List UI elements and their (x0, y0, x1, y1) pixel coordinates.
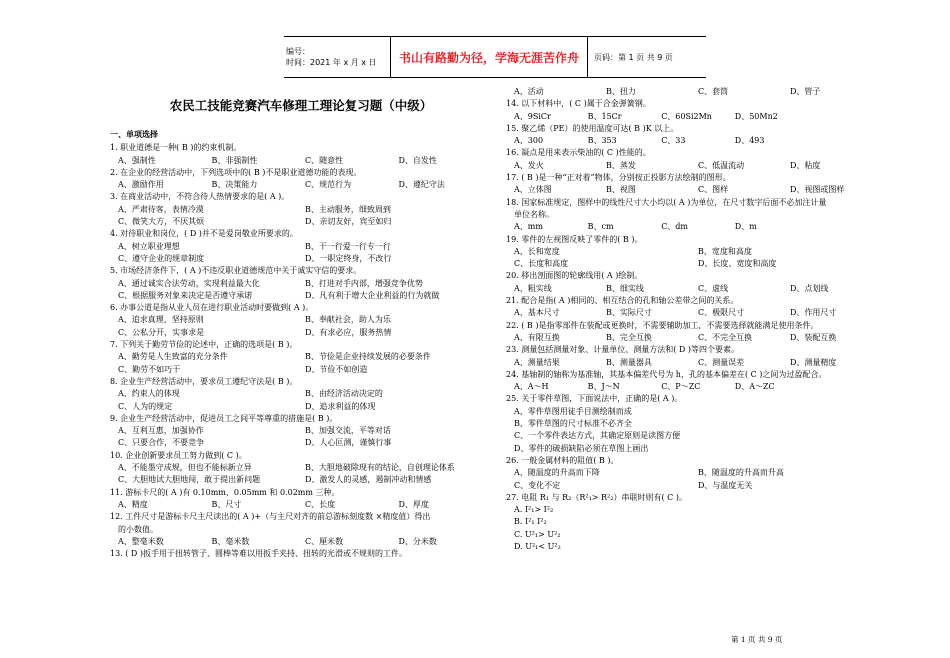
option-row (110, 253, 492, 265)
question-text: 12. 工件尺寸是游标卡尺主尺读出的( A )+（与主尺对齐的前总游标刻度数 ×精度值）得出 (110, 512, 431, 522)
question-text: 9. 企业生产经营活动中，促进员工之间平等尊重的措施是( B )。 (110, 413, 338, 423)
question-text: 6. 办事公道是指从业人员在进行职业活动时要做到( A )。 (110, 303, 314, 313)
option-row (506, 135, 882, 147)
answer-option: B、大胆地破除现有的结论，自创理论体系 (305, 463, 455, 473)
answer-option: B、扭力 (606, 87, 636, 96)
option-row (506, 184, 882, 196)
answer-option: A、勤劳是人生致富的充分条件 (118, 352, 228, 362)
question-text: 27. 电阻 R₁ 与 R₂（R²₁> R²₂）串联时则有( C )。 (506, 492, 687, 502)
answer-option: B、零件草图的尺寸标准不必齐全 (514, 419, 632, 429)
answer-option: B、完全互换 (606, 332, 652, 342)
serial-label: 编号： (286, 47, 310, 56)
answer-option: D、人心叵测，谨慎行事 (305, 438, 392, 448)
answer-option: C、大胆地试大胆地闯，敢于提出新问题 (118, 475, 261, 485)
question-item (110, 265, 492, 302)
question-text: 3. 在商业活动中，不符合待人热情要求的是( A )。 (110, 192, 290, 202)
answer-option: D、一职定终身，不改行 (305, 253, 392, 263)
left-column (110, 98, 492, 560)
answer-option: A、互利互惠，加强协作 (118, 426, 204, 436)
document-title: 农民工技能竞赛汽车修理工理论复习题（中级） (169, 98, 433, 113)
option-row (506, 332, 882, 344)
option-row (110, 314, 492, 326)
right-column (506, 86, 882, 553)
question-text: 1. 职业道德是一种( B )的约束机制。 (110, 143, 242, 153)
answer-option: B、决策能力 (211, 180, 258, 190)
question-item (110, 548, 492, 560)
option-row (110, 462, 492, 474)
question-item (110, 191, 492, 228)
question-text: 14. 以下材料中，( C )属于合金弹簧钢。 (506, 99, 651, 109)
answer-option: B、15Cr (587, 111, 622, 121)
answer-option: D、追求利益的体现 (305, 401, 376, 411)
answer-option: B、cm (587, 222, 614, 232)
time-label: 时间：2021 年 x 月 x 日 (286, 58, 377, 67)
answer-option: A、不能墨守成规，但也不能标新立异 (118, 463, 252, 473)
option-row (506, 480, 882, 492)
option-row (506, 381, 882, 393)
answer-option: C、虚线 (698, 283, 729, 293)
answer-option: B、由经济活动决定的 (305, 389, 383, 399)
question-text: 11. 游标卡尺的( A )有 0.10mm、0.05mm 和 0.02mm 三种。 (110, 487, 340, 497)
answer-option: B、尺寸 (211, 499, 242, 509)
answer-option: B、非强制性 (211, 155, 258, 165)
answer-option: C、变化不定 (514, 480, 561, 490)
answer-option: D、节俭不如创造 (305, 364, 368, 374)
option-row (506, 111, 882, 123)
answer-option: A、精度 (118, 499, 148, 509)
question-item (110, 487, 492, 512)
answer-option: D、分米数 (398, 536, 437, 546)
answer-option: D、m (734, 222, 757, 232)
header-meta (284, 46, 390, 68)
option-row (110, 155, 492, 167)
option-row (506, 258, 882, 270)
answer-option: C、不完全互换 (698, 332, 753, 342)
answer-option: B、测量器具 (606, 357, 652, 367)
question-text: 17. ( B )是一种“正对着”物体，分别按正投影方法绘制的图形。 (506, 173, 731, 183)
answer-option: A、测量结果 (514, 357, 560, 367)
answer-option: D、点划线 (790, 283, 829, 293)
answer-option: C、长度和高度 (514, 259, 569, 269)
question-text: 22. ( B )是指零部件在装配或更换时，不需要辅助加工，不需要选择就能满足使用条件。 (506, 320, 819, 330)
answer-option: D、激发人的灵感，遏制冲动和情感 (305, 475, 432, 485)
answer-option: C、套筒 (698, 87, 729, 96)
question-item (110, 413, 492, 450)
option-row (506, 160, 882, 172)
answer-option: B、蒸发 (606, 160, 636, 170)
option-row (506, 357, 882, 369)
answer-option: C、dm (661, 222, 689, 232)
question-text: 2. 在企业的经营活动中，下列选项中的( B )不是职业道德功能的表现。 (110, 167, 362, 177)
question-item (110, 376, 492, 413)
question-item (506, 295, 882, 320)
question-text: 23. 测量包括测量对象、计量单位、测量方法和( D )等四个要素。 (506, 345, 740, 355)
question-text: 20. 移出剖面图的轮廓线用( A )绘制。 (506, 271, 643, 281)
question-item (110, 167, 492, 192)
answer-option: B、主动服务，细致周到 (305, 204, 391, 214)
answer-option: C、33 (661, 136, 686, 146)
question-continuation: 的小数值。 (118, 524, 158, 534)
option-row (110, 401, 492, 413)
answer-option: A、树立职业理想 (118, 241, 180, 251)
answer-option: D、50Mn2 (734, 111, 778, 121)
question-continuation: 单位名称。 (514, 209, 554, 219)
question-item (110, 302, 492, 339)
option-row (110, 425, 492, 437)
question-text: 24. 基轴制的轴称为基准轴，其基本偏差代号为 h，孔的基本偏差在( C )之间为过盈配合。 (506, 369, 827, 379)
answer-option: C、根据服务对象来决定是否遵守承诺 (118, 290, 253, 300)
answer-option: B、视图 (606, 185, 636, 195)
option-row (110, 437, 492, 449)
answer-option: D、作用尺寸 (790, 308, 837, 318)
answer-option: A、追求真理，坚持原则 (118, 315, 204, 325)
answer-option: D、粘度 (790, 160, 821, 170)
answer-option: D、长度、宽度和高度 (698, 259, 777, 269)
question-text: 10. 企业创新要求员工努力做到( C )。 (110, 450, 247, 460)
question-text: 25. 关于零件草图，下面说法中，正确的是( A )。 (506, 394, 683, 404)
answer-option: C、图样 (698, 185, 729, 195)
answer-option: A、约束人的体现 (118, 389, 180, 399)
option-row (506, 467, 882, 479)
answer-option: B、实际尺寸 (606, 308, 652, 318)
option-row (110, 278, 492, 290)
answer-option: C、规范行为 (305, 180, 352, 190)
answer-option: D、493 (734, 136, 765, 146)
answer-option: A、9SiCr (514, 111, 551, 121)
question-item (506, 320, 882, 345)
question-item (506, 197, 882, 234)
question-text: 21. 配合是指( A )相同的、相互结合的孔和轴公差带之间的关系。 (506, 296, 739, 306)
option-row (110, 179, 492, 191)
answer-option: A、A～H (514, 382, 549, 392)
answer-option: C、一个零件表达方式，其确定原则是读图方便 (514, 431, 681, 441)
answer-option: C、测量误差 (698, 357, 745, 367)
answer-option: B、奉献社会，助人为乐 (305, 315, 391, 325)
answer-option: A、立体图 (514, 185, 552, 195)
answer-option: D、厚度 (398, 499, 429, 509)
question-item (506, 344, 882, 369)
question-text: 7. 下列关于勤劳节俭的论述中，正确的选项是( B )。 (110, 340, 298, 350)
answer-option: A、300 (514, 136, 544, 146)
question-item (110, 142, 492, 167)
answer-option: D、管子 (790, 87, 821, 96)
page-header (284, 36, 706, 78)
question-item (506, 98, 882, 123)
answer-option: C、微笑大方，不厌其烦 (118, 217, 205, 227)
answer-option: D. U²₁< U²₂ (514, 541, 561, 551)
answer-option: A、mm (514, 222, 543, 232)
answer-option: A. I²₁> I²₂ (514, 505, 554, 515)
answer-option: A、有限互换 (514, 332, 560, 342)
answer-option: B、毫米数 (211, 536, 250, 546)
question-item (506, 86, 882, 98)
option-row (110, 204, 492, 216)
answer-option: C、P～ZC (661, 382, 701, 392)
answer-option: B、宽度和高度 (698, 246, 752, 256)
answer-option: D、视图或图样 (790, 185, 845, 195)
answer-option: B、J～N (587, 382, 620, 392)
option-row (110, 388, 492, 400)
header-page-label: 页码：第 1 页 共 9 页 (594, 52, 673, 62)
option-row (110, 216, 492, 228)
answer-option: B、随温度的升高而升高 (698, 468, 784, 478)
option-row (110, 499, 492, 511)
answer-option: C、极限尺寸 (698, 308, 745, 318)
answer-option: A、粗实线 (514, 283, 552, 293)
question-text: 5. 市场经济条件下，( A )不违反职业道德规范中关于诚实守信的要求。 (110, 266, 362, 276)
option-row (506, 246, 882, 258)
answer-option: D、测量精度 (790, 357, 837, 367)
option-row (506, 86, 882, 98)
answer-option: C、长度 (305, 499, 336, 509)
answer-option: A、整毫米数 (118, 536, 164, 546)
option-row (506, 307, 882, 319)
question-item (110, 511, 492, 548)
header-motto: 书山有路勤为径，学海无涯苦作舟 (390, 37, 588, 77)
answer-option: A、活动 (514, 87, 544, 96)
answer-option: C、低温流动 (698, 160, 745, 170)
option-row (110, 351, 492, 363)
question-text: 16. 凝点是用来表示柴油的( C )性能的。 (506, 148, 651, 158)
answer-option: B、加强交流，平等对话 (305, 426, 391, 436)
page-footer: 第 1 页 共 9 页 (731, 635, 783, 644)
answer-option: A、发火 (514, 160, 544, 170)
question-item (506, 369, 882, 394)
answer-option: D、亲切友好，宾至如归 (305, 217, 392, 227)
answer-option: A、通过诚实合法劳动，实现利益最大化 (118, 278, 260, 288)
question-item (506, 234, 882, 271)
option-row (110, 327, 492, 339)
question-item (506, 172, 882, 197)
option-row (110, 474, 492, 486)
right-question-list (506, 86, 882, 553)
option-row (506, 221, 882, 233)
answer-option: B、打进对手内部，增强竞争优势 (305, 278, 423, 288)
option-row (110, 290, 492, 302)
answer-option: A、随温度的升高而下降 (514, 468, 600, 478)
question-text: 26. 一般金属材料的阻值( B )。 (506, 455, 619, 465)
answer-option: C、随意性 (305, 155, 344, 165)
answer-option: D、有求必应，服务热情 (305, 327, 392, 337)
answer-option: B. I²₁ I²₂ (514, 517, 547, 527)
question-text: 18. 国家标准规定，图样中的线性尺寸大小均以( A )为单位，在尺寸数字后面不必加注计量 (506, 197, 827, 207)
question-item (110, 450, 492, 487)
answer-option: D、自发性 (398, 155, 437, 165)
answer-option: B、353 (587, 136, 617, 146)
answer-option: B、节俭是企业持续发展的必要条件 (305, 352, 431, 362)
answer-option: C. U²₁> U²₂ (514, 529, 561, 539)
option-row (110, 536, 492, 548)
answer-option: A、零件草图用徒手目测绘制而成 (514, 406, 632, 416)
answer-option: D、凡有利于增大企业利益的行为就做 (305, 290, 440, 300)
question-item (110, 228, 492, 265)
answer-option: B、细实线 (606, 283, 644, 293)
question-item (506, 492, 882, 553)
answer-option: C、只要合作，不要竞争 (118, 438, 205, 448)
question-item (506, 147, 882, 172)
answer-option: D、与温度无关 (698, 480, 753, 490)
answer-option: A、激励作用 (118, 180, 164, 190)
question-item (506, 123, 882, 148)
answer-option: C、勤劳不如巧干 (118, 364, 181, 374)
question-item (506, 455, 882, 492)
answer-option: C、厘米数 (305, 536, 344, 546)
left-question-list (110, 142, 492, 560)
question-item (506, 393, 882, 454)
answer-option: C、遵守企业的规章制度 (118, 253, 205, 263)
question-text: 4. 对待职业和岗位，( D )并不是爱岗敬业所要求的。 (110, 229, 298, 239)
answer-option: A、严肃待客，表情冷漠 (118, 204, 204, 214)
answer-option: D、装配互换 (790, 332, 837, 342)
answer-option: C、60Si2Mn (661, 111, 712, 121)
answer-option: C、人为的规定 (118, 401, 173, 411)
answer-option: B、干一行爱一行专一行 (305, 241, 391, 251)
question-text: 15. 聚乙烯（PE）的使用温度可达( B )K 以上。 (506, 123, 679, 133)
answer-option: A、基本尺寸 (514, 308, 560, 318)
section-heading: 一、单项选择 (110, 130, 158, 139)
answer-option: C、公私分开，实事求是 (118, 327, 205, 337)
question-item (110, 339, 492, 376)
answer-option: A、长和宽度 (514, 246, 560, 256)
question-text: 19. 零件的左视图反映了零件的( B )。 (506, 234, 643, 244)
question-text: 13. ( D )扳手用于扭转管子、圆棒等难以用扳手夹持、扭转的光滑或不规则的工件。 (110, 549, 408, 559)
option-row (110, 364, 492, 376)
question-item (506, 270, 882, 295)
answer-option: D、A～ZC (734, 382, 775, 392)
question-text: 8. 企业生产经营活动中，要求员工遵纪守法是( B )。 (110, 376, 298, 386)
option-row (110, 241, 492, 253)
answer-option: D、零件的破损缺陷必须在草图上画出 (514, 443, 649, 453)
answer-option: D、遵纪守法 (398, 180, 445, 190)
answer-option: A、强制性 (118, 155, 156, 165)
option-row (506, 283, 882, 295)
